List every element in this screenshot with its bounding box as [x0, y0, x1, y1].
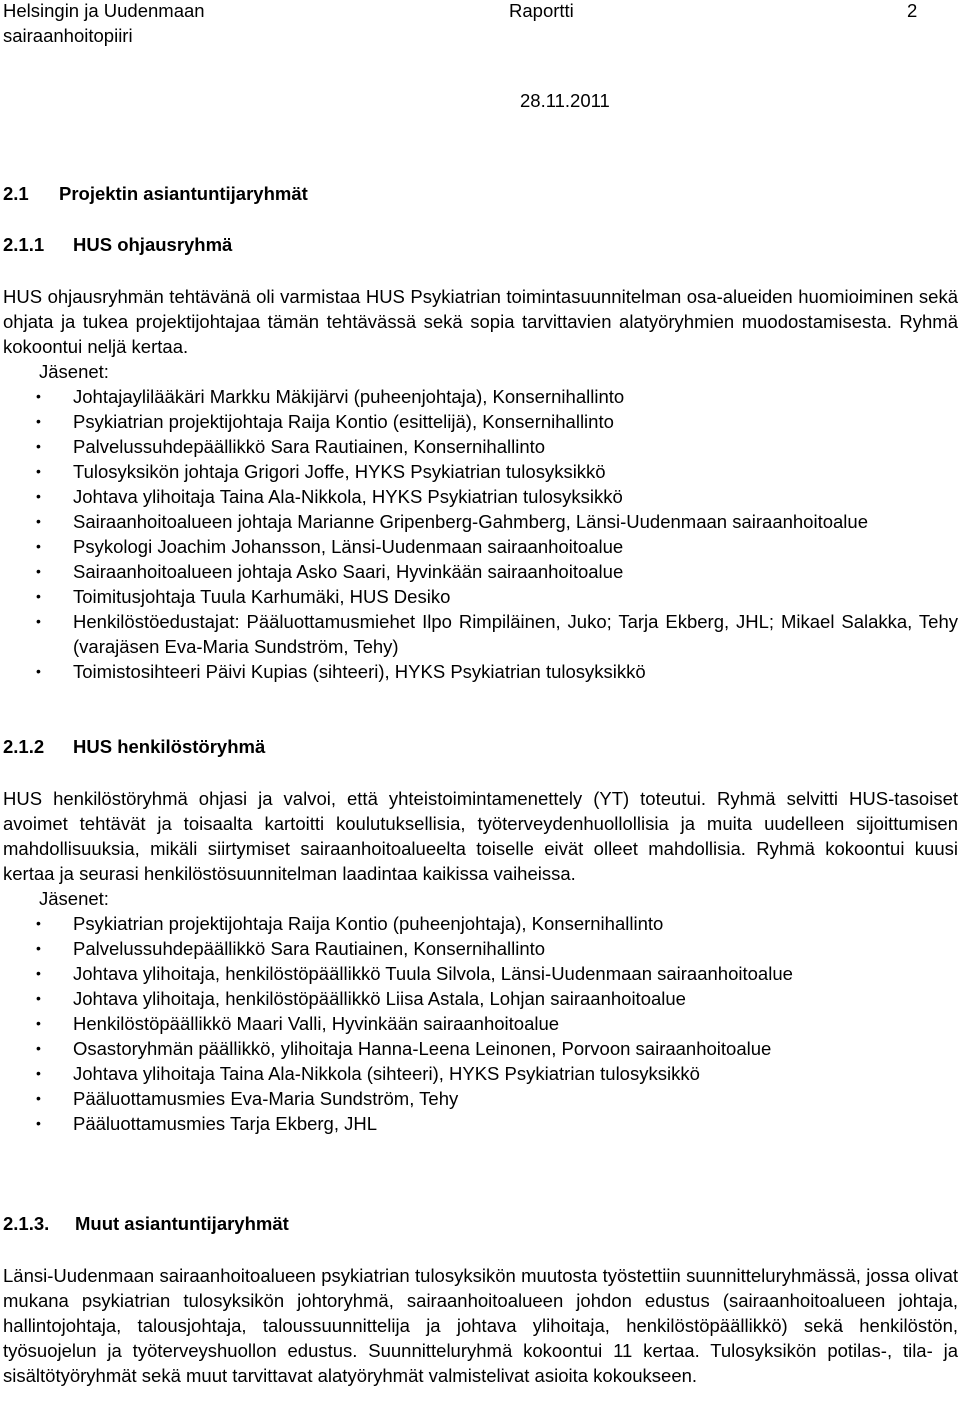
henkilostoryhma-paragraph: HUS henkilöstöryhmä ohjasi ja valvoi, että yhteistoimintamenettely (YT) toteutui. Ryhmä selvitti HUS-tasoiset avoimet tehtävät ja toisaalta kartoitti koulutuksellisia, työterveydenhuollollisia ja muita uudelleen sijoittumisen mahdollisuuksia, mikäli siirtymiset sairaanhoitoalueelta toiselle eivät olleet mahdollisia. Ryhmä kokoontui kuusi kertaa ja seurasi henkilöstösuunnitelman laadintaa kaikissa vaiheissa. [3, 788, 958, 884]
list-item: • Psykiatrian projektijohtaja Raija Kontio (esittelijä), Konsernihallinto [3, 409, 958, 434]
muut-paragraph: Länsi-Uudenmaan sairaanhoitoalueen psykiatrian tulosyksikön muutosta työstettiin suunnitteluryhmässä, jossa olivat mukana psykiatrian tulosyksikön johtoryhmä, sairaanhoitoalueen johdon edustus (sairaanhoitoalueen johtaja, hallintojohtaja, talousjohtaja, taloussuunnittelija ja johtava ylihoitaja, henkilöstöpäällikkö) sekä henkilöstön, työsuojelun ja työterveyshuollon edustus. Suunnitteluryhmä kokoontui 11 kertaa. Tulosyksikön potilas-, tila- ja sisältötyöryhmät sekä muut tarvittavat alatyöryhmät valmistelivat asioita kokoukseen. [3, 1265, 958, 1386]
list-item: • Johtava ylihoitaja, henkilöstöpäällikkö Liisa Astala, Lohjan sairaanhoitoalue [3, 986, 958, 1011]
henkilostoryhma-member-list [3, 911, 958, 1136]
subsection-heading-muut [3, 1211, 289, 1236]
list-item: • Pääluottamusmies Tarja Ekberg, JHL [3, 1111, 958, 1136]
ohjausryhma-member-list [3, 384, 958, 684]
header-document-type: Raportti [509, 0, 574, 21]
list-item: • Sairaanhoitoalueen johtaja Asko Saari, Hyvinkään sairaanhoitoalue [3, 559, 958, 584]
subsection-title: HUS henkilöstöryhmä [73, 736, 266, 757]
subsection-heading-henkilostoryhma [3, 734, 265, 759]
list-item: • Johtava ylihoitaja, henkilöstöpäällikkö Tuula Silvola, Länsi-Uudenmaan sairaanhoitoalue [3, 961, 958, 986]
list-item: • Osastoryhmän päällikkö, ylihoitaja Hanna-Leena Leinonen, Porvoon sairaanhoitoalue [3, 1036, 958, 1061]
list-item: • Johtava ylihoitaja Taina Ala-Nikkola, HYKS Psykiatrian tulosyksikkö [3, 484, 958, 509]
header-date: 28.11.2011 [520, 90, 610, 111]
ohjausryhma-members-label: Jäsenet: [39, 361, 109, 382]
list-item: • Palvelussuhdepäällikkö Sara Rautiainen, Konsernihallinto [3, 434, 958, 459]
subsection-title: Muut asiantuntijaryhmät [75, 1213, 289, 1234]
list-item: • Henkilöstöedustajat: Pääluottamusmiehet Ilpo Rimpiläinen, Juko; Tarja Ekberg, JHL; Mikael Salakka, Tehy (varajäsen Eva-Maria Sundström, Tehy) [3, 609, 958, 659]
subsection-number: 2.1.1 [3, 234, 45, 255]
section-number: 2.1 [3, 183, 29, 204]
subsection-title: HUS ohjausryhmä [73, 234, 233, 255]
section-heading [3, 181, 308, 206]
list-item: • Tulosyksikön johtaja Grigori Joffe, HYKS Psykiatrian tulosyksikkö [3, 459, 958, 484]
list-item: • Psykologi Joachim Johansson, Länsi-Uudenmaan sairaanhoitoalue [3, 534, 958, 559]
list-item: • Palvelussuhdepäällikkö Sara Rautiainen, Konsernihallinto [3, 936, 958, 961]
subsection-heading-ohjausryhma [3, 232, 232, 257]
list-item: • Psykiatrian projektijohtaja Raija Kontio (puheenjohtaja), Konsernihallinto [3, 911, 958, 936]
list-item: • Johtajaylilääkäri Markku Mäkijärvi (puheenjohtaja), Konsernihallinto [3, 384, 958, 409]
henkilostoryhma-members-label: Jäsenet: [39, 888, 109, 909]
subsection-number: 2.1.3. [3, 1213, 50, 1234]
ohjausryhma-body [3, 284, 958, 684]
section-title: Projektin asiantuntijaryhmät [59, 183, 308, 204]
list-item: • Pääluottamusmies Eva-Maria Sundström, Tehy [3, 1086, 958, 1111]
header-organization: Helsingin ja Uudenmaan sairaanhoitopiiri [3, 0, 205, 46]
list-item: • Toimistosihteeri Päivi Kupias (sihteeri), HYKS Psykiatrian tulosyksikkö [3, 659, 958, 684]
list-item: • Johtava ylihoitaja Taina Ala-Nikkola (sihteeri), HYKS Psykiatrian tulosyksikkö [3, 1061, 958, 1086]
list-item: • Sairaanhoitoalueen johtaja Marianne Gripenberg-Gahmberg, Länsi-Uudenmaan sairaanhoitoalue [3, 509, 958, 534]
muut-body [3, 1263, 958, 1388]
subsection-number: 2.1.2 [3, 736, 45, 757]
henkilostoryhma-body [3, 786, 958, 1136]
page-number: 2 [907, 0, 918, 21]
list-item: • Henkilöstöpäällikkö Maari Valli, Hyvinkään sairaanhoitoalue [3, 1011, 958, 1036]
list-item: • Toimitusjohtaja Tuula Karhumäki, HUS Desiko [3, 584, 958, 609]
ohjausryhma-paragraph: HUS ohjausryhmän tehtävänä oli varmistaa HUS Psykiatrian toimintasuunnitelman osa-alueiden huomioiminen sekä ohjata ja tukea projektijohtajaa tämän tehtävässä sekä sopia tarvittavien alatyöryhmien muodostamisesta. Ryhmä kokoontui neljä kertaa. [3, 286, 958, 357]
